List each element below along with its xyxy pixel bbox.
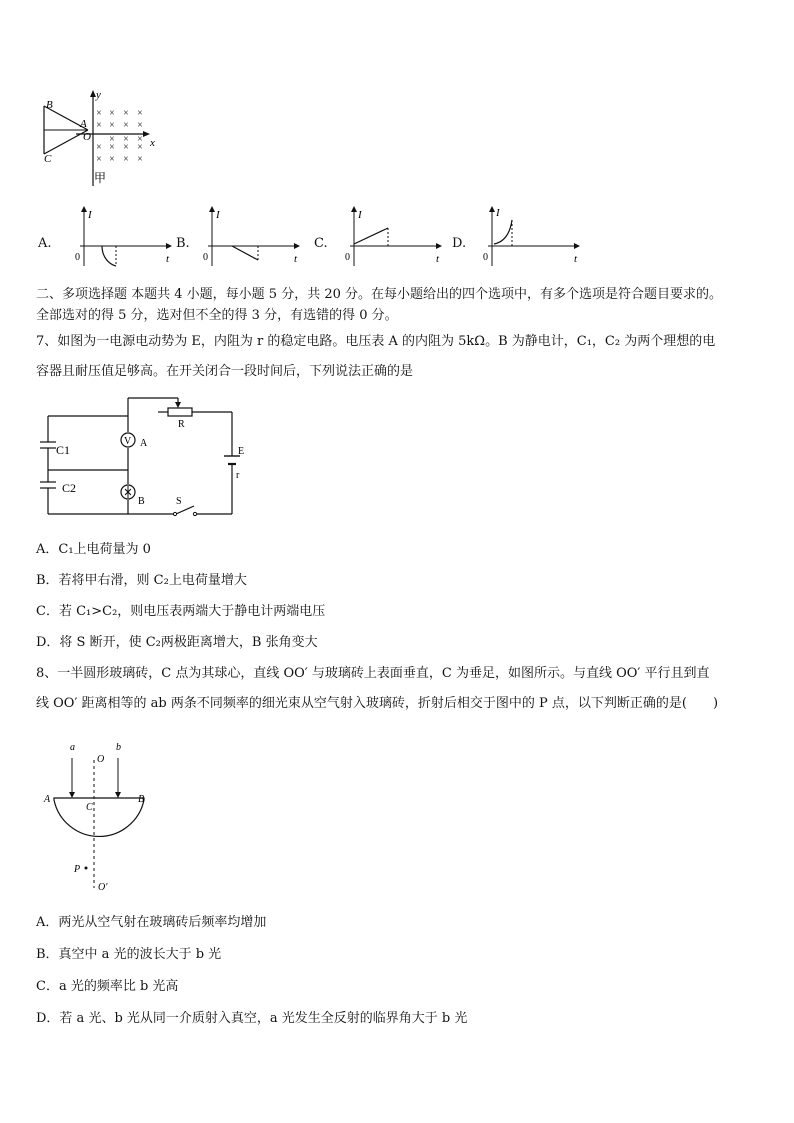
svg-text:×: × [96,108,102,119]
axis-o-label: O [97,754,105,765]
option-d-axis-t: t [574,253,578,265]
svg-text:×: × [109,142,115,153]
option-a-axis-t: t [166,253,170,265]
figure-jia [36,88,166,188]
svg-text:×: × [96,120,102,131]
q7-option-d: D．将 S 断开，使 C₂两极距离增大，B 张角变大 [36,635,318,650]
point-b-label: B [46,99,53,111]
point-b-glass-label: B [138,794,145,805]
option-c-graph [342,204,452,268]
svg-text:×: × [123,154,129,165]
svg-text:×: × [109,154,115,165]
option-b-axis-t: t [294,253,298,265]
q8-glass-diagram [40,738,160,894]
q7-stem-line1: 7、如图为一电源电动势为 E，内阻为 r 的稳定电路。电压表 A 的内阻为 5kΩ。B 为静电计，C₁，C₂ 为两个理想的电 [36,334,716,349]
voltmeter-symbol: V [124,436,132,447]
beam-a-label: a [70,742,75,753]
svg-text:×: × [123,108,129,119]
svg-text:×: × [123,142,129,153]
option-b-letter: B. [176,236,190,251]
svg-text:×: × [123,134,129,145]
q7-stem-line2: 容器且耐压值足够高。在开关闭合一段时间后，下列说法正确的是 [36,364,414,379]
circuit-svg [36,392,256,522]
option-d-graph [480,204,590,268]
option-d-origin: 0 [483,252,488,263]
svg-text:×: × [123,120,129,131]
svg-text:×: × [137,142,143,153]
switch-label: S [176,496,182,507]
option-d-letter: D. [452,236,467,251]
q8-option-d: D．若 a 光、b 光从同一介质射入真空，a 光发生全反射的临界角大于 b 光 [36,1011,468,1026]
figure-jia-svg [36,88,166,188]
axis-x-label: x [150,137,155,149]
option-b-origin: 0 [203,252,208,263]
point-p-label: P [74,864,81,875]
svg-text:×: × [96,142,102,153]
section2-line2: 全部选对的得 5 分，选对但不全的得 3 分，有选错的得 0 分。 [36,308,398,323]
q8-option-b: B．真空中 a 光的波长大于 b 光 [36,947,222,962]
option-c-axis-i: I [358,209,362,221]
option-c-axis-t: t [436,253,440,265]
q7-option-b: B．若将甲右滑，则 C₂上电荷量增大 [36,573,247,588]
c1-label: C1 [56,443,71,457]
option-a-axis-i: I [88,209,92,221]
figure-caption: 甲 [94,171,107,185]
option-a-origin: 0 [75,252,80,263]
q7-circuit-diagram [36,392,256,522]
point-o-label: O [83,131,91,143]
section2-line1: 二、多项选择题 本题共 4 小题，每小题 5 分，共 20 分。在每小题给出的四个选项中，有多个选项是符合题目要求的。 [36,287,723,302]
option-c-letter: C. [314,236,328,251]
svg-text:×: × [137,154,143,165]
svg-text:×: × [137,134,143,145]
svg-text:×: × [109,134,115,145]
center-c-label: C [86,802,93,813]
q6-options [36,204,596,270]
axis-y-label: y [96,89,101,101]
resistor-label: R [178,419,185,430]
point-c-label: C [44,153,52,165]
option-c-origin: 0 [345,252,350,263]
glass-svg [40,738,160,894]
c2-label: C2 [62,481,77,495]
q8-stem-line1: 8、一半圆形玻璃砖，C 点为其球心，直线 OO′ 与玻璃砖上表面垂直，C 为垂足，如图所示。与直线 OO′ 平行且到直 [36,666,710,681]
beam-b-label: b [116,742,121,753]
internal-r-label: r [236,470,240,481]
option-b-graph [200,204,310,268]
svg-text:×: × [109,108,115,119]
q8-option-a: A．两光从空气射在玻璃砖后频率均增加 [36,915,267,930]
q8-option-c: C．a 光的频率比 b 光高 [36,979,179,994]
svg-text:×: × [137,108,143,119]
q7-option-a: A．C₁上电荷量为 0 [36,542,151,557]
svg-text:×: × [96,154,102,165]
option-a-letter: A. [38,236,52,251]
option-b-axis-i: I [216,209,220,221]
meter-b-label: B [138,496,145,507]
meter-a-label: A [140,438,148,449]
axis-o-prime-label: O′ [98,882,108,893]
point-a-label: A [80,118,87,130]
emf-label: E [238,446,245,457]
q8-stem-line2: 线 OO′ 距离相等的 ab 两条不同频率的细光束从空气射入玻璃砖，折射后相交于图中的 P 点，以下判断正确的是( ) [36,696,719,711]
option-a-graph [72,204,182,268]
option-d-axis-i: I [496,207,500,219]
q7-option-c: C．若 C₁>C₂，则电压表两端大于静电计两端电压 [36,604,326,619]
svg-text:×: × [109,120,115,131]
svg-text:×: × [137,120,143,131]
point-a-glass-label: A [44,794,51,805]
